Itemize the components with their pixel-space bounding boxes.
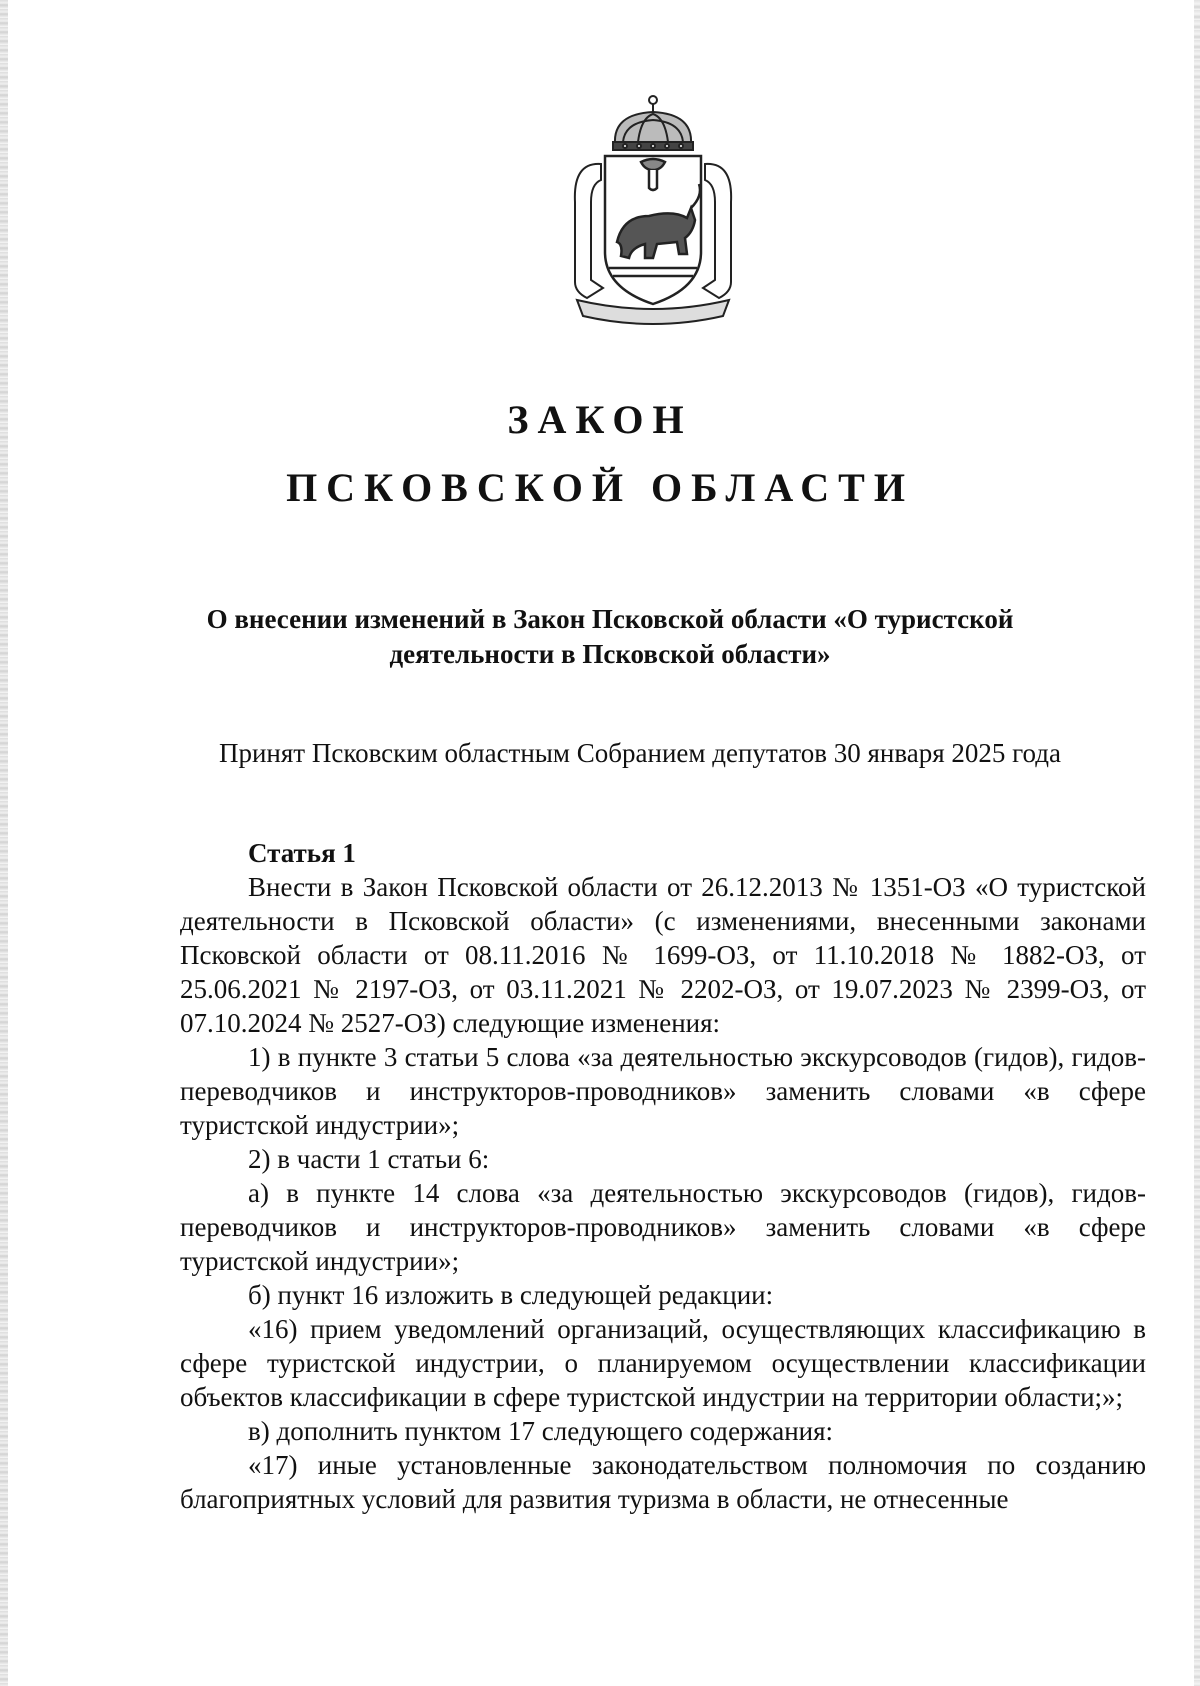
article-paragraph: 2) в части 1 статьи 6: [248, 1144, 490, 1174]
coat-of-arms-emblem [553, 92, 753, 342]
law-subject [180, 602, 1040, 672]
article-paragraph: б) пункт 16 изложить в следующей редакции: [248, 1280, 774, 1310]
scan-edge-left [0, 0, 8, 1686]
article-paragraph: 1) в пункте 3 статьи 5 слова «за деятельностью экскурсоводов (гидов), гидов-переводчиков и инструкторов-проводников» заменить словами «в сфере туристской индустрии»; [180, 1042, 1146, 1140]
article-heading: Статья 1 [248, 838, 356, 868]
scan-edge-right [1194, 0, 1200, 1686]
document-region: ПСКОВСКОЙ ОБЛАСТИ [286, 465, 914, 510]
article-paragraph: в) дополнить пунктом 17 следующего содержания: [248, 1416, 834, 1446]
shield-icon [605, 156, 701, 304]
article-paragraph: а) в пункте 14 слова «за деятельностью экскурсоводов (гидов), гидов-переводчиков и инструкторов-проводников» заменить словами «в сфере туристской индустрии»; [180, 1178, 1146, 1276]
crown-icon [613, 96, 693, 150]
law-subject-line-2: деятельности в Псковской области» [389, 639, 831, 669]
article-paragraph: «16) прием уведомлений организаций, осуществляющих классификацию в сфере туристской индустрии, о планируемом осуществлении классификации объектов классификации в сфере туристской индустрии на территории области;»; [180, 1314, 1146, 1412]
law-subject-line-1: О внесении изменений в Закон Псковской области «О туристской [206, 604, 1014, 634]
adoption-statement: Принят Псковским областным Собранием депутатов 30 января 2025 года [218, 738, 1062, 768]
article-paragraph: Внести в Закон Псковской области от 26.12.2013 № 1351-ОЗ «О туристской деятельности в Псковской области» (с изменениями, внесенными законами Псковской области от 08.11.2016 № 1699-ОЗ, от 11.10.2018 № 1882-ОЗ, от 25.06.2021 № 2197-ОЗ, от 03.11.2021 № 2202-ОЗ, от 19.07.2023 № 2399-ОЗ, от 07.10.2024 № 2527-ОЗ) следующие изменения: [180, 872, 1146, 1038]
article-body [180, 836, 1146, 1516]
article-paragraph: «17) иные установленные законодательством полномочия по созданию благоприятных условий для развития туризма в области, не отнесенные [180, 1450, 1146, 1514]
document-title: ЗАКОН [507, 397, 693, 442]
